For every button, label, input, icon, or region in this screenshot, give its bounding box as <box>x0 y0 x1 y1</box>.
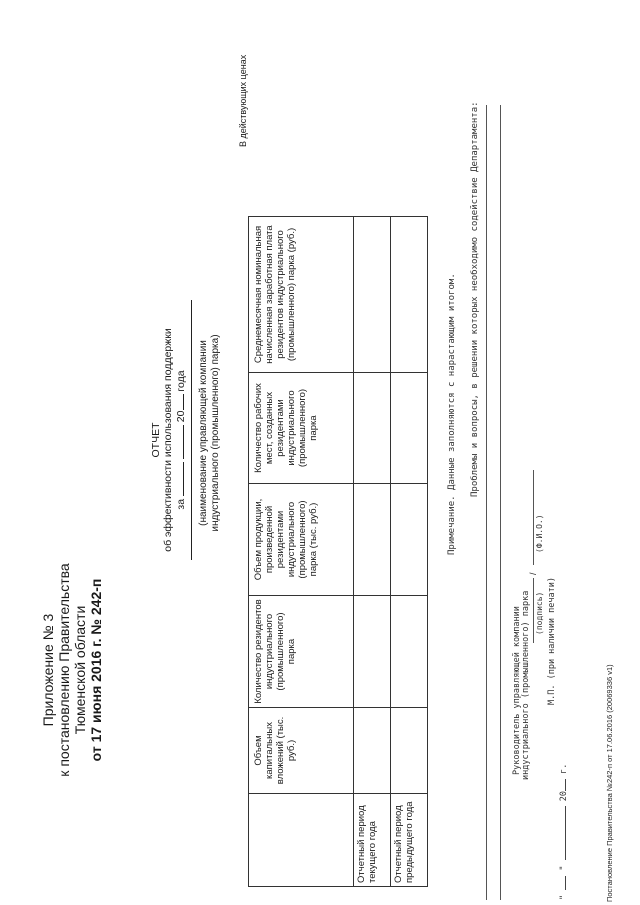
report-table <box>248 216 428 887</box>
date-quote-close: " <box>559 865 569 871</box>
table-cell[interactable] <box>354 596 391 708</box>
report-heading <box>150 320 187 560</box>
table-row-previous-year <box>391 217 428 887</box>
table-cell[interactable] <box>391 484 428 596</box>
report-period <box>174 320 187 560</box>
appendix-header <box>40 520 104 820</box>
table-header-row <box>249 217 354 887</box>
year-blank <box>174 395 184 411</box>
signature-line <box>533 578 534 643</box>
column-header-output-volume: Объем продукции, произведенной резидентами индустриального (промышленного) парка (тыс. руб.) <box>249 484 354 596</box>
date-year-blank <box>565 779 566 791</box>
period-prefix: за <box>175 498 187 510</box>
report-title: ОТЧЕТ <box>150 422 162 458</box>
signature-date <box>559 764 569 900</box>
table-cell[interactable] <box>391 596 428 708</box>
period-blank <box>174 462 184 496</box>
signature-caption: (подпись) <box>535 591 544 635</box>
column-header-empty <box>249 794 354 887</box>
seal-note: М.П. (при наличии печати) <box>547 577 557 705</box>
table-cell[interactable] <box>391 217 428 373</box>
table-cell[interactable] <box>354 484 391 596</box>
signature-role-line1: Руководитель управляющей компании <box>512 606 522 775</box>
appendix-region: Тюменской области <box>72 605 88 735</box>
note-cumulative: Примечание. Данные заполняются с нарастающим итогом. <box>447 273 457 555</box>
signature-separator: / <box>528 572 538 575</box>
column-header-residents-count: Количество резидентов индустриального (промышленного) парка <box>249 596 354 708</box>
table-cell[interactable] <box>354 217 391 373</box>
document-footer: Постановление Правительства №242-п от 17.06.2016 (20069336 v1) <box>605 664 614 902</box>
appendix-number: Приложение № 3 <box>40 613 56 727</box>
appendix-date: от 17 июня 2016 г. № 242-п <box>88 578 104 762</box>
signature-role-line2: индустриального (промышленного) парка <box>521 590 531 780</box>
table-cell[interactable] <box>391 373 428 484</box>
table-cell[interactable] <box>354 373 391 484</box>
table-cell[interactable] <box>391 708 428 794</box>
date-day-blank <box>565 876 566 890</box>
table-cell[interactable] <box>354 708 391 794</box>
name-caption: (Ф.И.О.) <box>535 514 544 553</box>
column-header-average-salary: Среднемесячная номинальная начисленная заработная плата резидентов индустриального (промышленного) парка (руб.) <box>249 217 354 373</box>
name-line <box>533 470 534 565</box>
company-caption: (наименование управляющей компании индустриального (промышленного) парка) <box>198 334 221 532</box>
period-year: 20 <box>175 410 187 423</box>
date-year-prefix: 20 <box>559 791 569 802</box>
period-suffix: года <box>175 370 187 392</box>
date-quote-open: " <box>559 894 569 900</box>
appendix-decree: к постановлению Правительства <box>56 563 72 777</box>
date-month-blank <box>565 806 566 860</box>
table-row-current-year <box>354 217 391 887</box>
date-year-suffix: г. <box>559 763 569 774</box>
company-name-line <box>191 300 192 560</box>
row-label: Отчетный период предыдущего года <box>391 794 428 887</box>
problems-line-2 <box>500 105 501 900</box>
prices-note: В действующих ценах <box>238 54 248 147</box>
period-blank-2 <box>174 425 184 459</box>
row-label: Отчетный период текущего года <box>354 794 391 887</box>
column-header-jobs-count: Количество рабочих мест, созданных резидентами индустриального (промышленного) парка <box>249 373 354 484</box>
note-problems: Проблемы и вопросы, в решении которых необходимо содействие Департамента: <box>470 101 480 497</box>
problems-line-1 <box>486 105 487 900</box>
column-header-investment: Объем капитальных вложений (тыс. руб.) <box>249 708 354 794</box>
report-subtitle: об эффективности использования поддержки <box>162 328 174 552</box>
